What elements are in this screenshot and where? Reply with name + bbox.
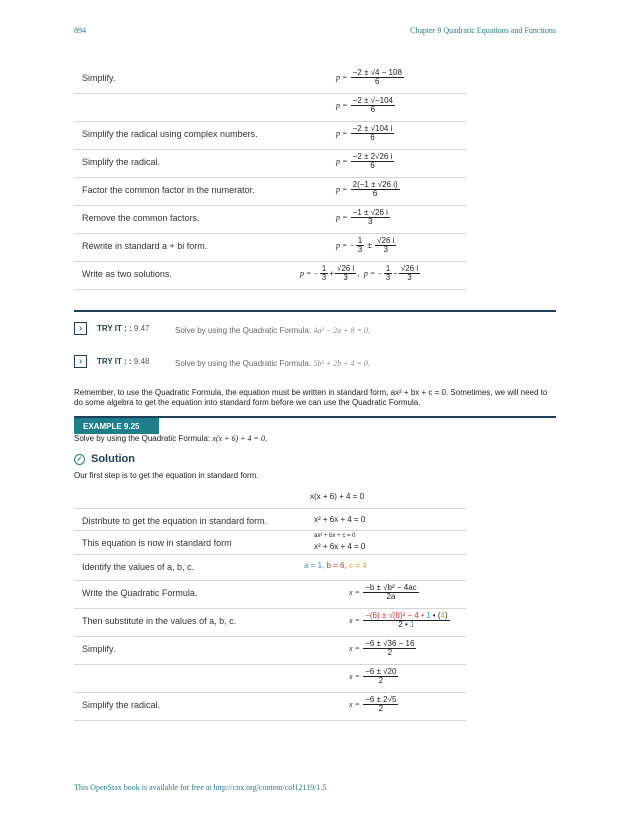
- try-it-label: TRY IT : : 9.48: [97, 357, 150, 366]
- table-row: [74, 206, 466, 234]
- step-description: Simplify.: [82, 73, 116, 83]
- step-math: x² + 6x + 4 = 0: [314, 542, 366, 551]
- steps-table-1: [74, 66, 466, 290]
- step-description: Then substitute in the values of a, b, c.: [82, 616, 237, 626]
- step-math: x = $\frac{\text{−b ± √b² − 4ac}}{2a}$: [349, 583, 417, 602]
- table-row: [74, 509, 466, 531]
- step-math: p = $\frac{-2 \pm √-104}{6}$: [336, 96, 394, 115]
- step-description: Simplify the radical.: [82, 700, 161, 710]
- chevron-right-icon[interactable]: ›: [74, 355, 87, 368]
- step-description: Write as two solutions.: [82, 269, 172, 279]
- table-row: [74, 581, 466, 609]
- chevron-right-icon[interactable]: ›: [74, 322, 87, 335]
- step-description: Distribute to get the equation in standard form.: [82, 516, 268, 526]
- step-description: Factor the common factor in the numerator.: [82, 185, 255, 195]
- table-row: [74, 178, 466, 206]
- step-math: p = − $\frac{1}{3}$ + $\frac{√26 i}{3}$ , p = − $\frac{1}{3}$ − $\frac{√26 i}{3}$: [300, 264, 419, 283]
- step-description: Write the Quadratic Formula.: [82, 588, 198, 598]
- step-description: Remove the common factors.: [82, 213, 200, 223]
- table-row: [74, 66, 466, 94]
- solution-heading: ✓ Solution: [74, 453, 135, 465]
- try-it-text: Solve by using the Quadratic Formula: 5b² + 2b + 4 = 0.: [175, 359, 370, 368]
- table-row: [74, 637, 466, 665]
- step-description: This equation is now in standard form: [82, 538, 232, 548]
- step-description: Identify the values of a, b, c.: [82, 562, 195, 572]
- table-row: [74, 262, 466, 290]
- section-divider: [74, 310, 556, 312]
- try-it-label: TRY IT : : 9.47: [97, 324, 150, 333]
- step-math: p = $\frac{-1 \pm √26 i}{3}$: [336, 208, 388, 227]
- step-description: Simplify the radical using complex numbers.: [82, 129, 258, 139]
- table-row: [74, 609, 466, 637]
- table-row: [74, 665, 466, 693]
- page-number: 894: [74, 26, 86, 35]
- step-math: x = $\frac{\text{−(6) ± √(6)² − 4 • 1 • (4)}}{2 • 1}$: [349, 611, 448, 630]
- remember-paragraph: Remember, to use the Quadratic Formula, the equation must be written in standard form, ax² + bx + c = 0. Sometimes, we will need to do some algebra to get the equation into standard form before we can use the Quadratic Formula.: [74, 388, 548, 407]
- standard-form-label: ax² + bx + c = 0: [314, 533, 356, 539]
- step-description: Simplify.: [82, 644, 116, 654]
- table-row: [74, 531, 466, 555]
- step-math: p = $\frac{2(-1 \pm √26 i)}{6}$: [336, 180, 398, 199]
- first-step-text: Our first step is to get the equation in standard form.: [74, 471, 259, 480]
- example-tag: EXAMPLE 9.25: [74, 418, 159, 434]
- steps-table-2: [74, 487, 466, 721]
- step-description: Rewrite in standard a + bi form.: [82, 241, 208, 251]
- step-math: x = $\frac{-6 \pm √20}{2}$: [349, 667, 397, 686]
- table-row: [74, 94, 466, 122]
- step-math: x = $\frac{-6 \pm 2√5}{2}$: [349, 695, 397, 714]
- try-it-text: Solve by using the Quadratic Formula: 4a² − 2a + 8 = 0.: [175, 326, 370, 335]
- footer-text: This OpenStax book is available for free at http://cnx.org/content/col12119/1.5: [74, 783, 327, 792]
- step-math: x = $\frac{-6 \pm √36 - 16}{2}$: [349, 639, 415, 658]
- step-math: p = $\frac{-2 \pm √104 i}{6}$: [336, 124, 393, 143]
- example-statement: Solve by using the Quadratic Formula: x(x + 6) + 4 = 0.: [74, 434, 267, 443]
- table-row: [74, 234, 466, 262]
- table-row: [74, 150, 466, 178]
- step-math: p = $\frac{-2 \pm 2√26 i}{6}$: [336, 152, 393, 171]
- table-row: [74, 122, 466, 150]
- step-math: x² + 6x + 4 = 0: [314, 515, 366, 524]
- check-circle-icon: ✓: [74, 454, 85, 465]
- step-description: Simplify the radical.: [82, 157, 161, 167]
- table-row: [74, 693, 466, 721]
- step-math: a = 1, b = 6, c = 4: [304, 561, 367, 570]
- step-math: p = − $\frac{1}{3}$ ± $\frac{√26 i}{3}$: [336, 236, 395, 255]
- step-math: p = $\frac{-2 \pm √4 - 108}{6}$: [336, 68, 402, 87]
- table-row: [74, 487, 466, 509]
- table-row: [74, 555, 466, 581]
- step-math: x(x + 6) + 4 = 0: [310, 492, 365, 501]
- chapter-title: Chapter 9 Quadratic Equations and Functions: [410, 26, 556, 35]
